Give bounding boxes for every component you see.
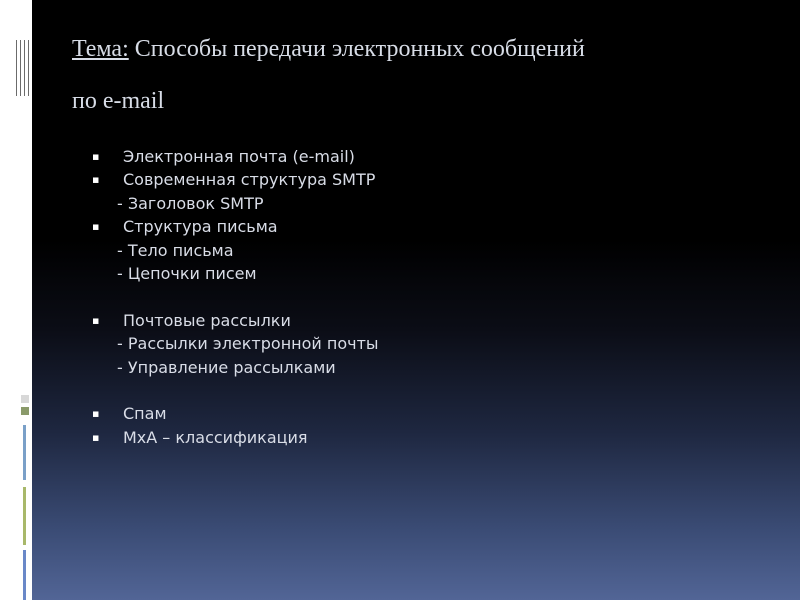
decorative-line (23, 550, 26, 600)
slide-title (72, 36, 585, 63)
bullet-icon: ▪ (92, 407, 100, 421)
list-item-text: Современная структура SMTP (123, 170, 376, 190)
bullet-icon: ▪ (92, 313, 100, 327)
slide-canvas (32, 0, 800, 600)
title-prefix: Тема: (72, 36, 129, 62)
list-item (94, 145, 379, 168)
list-item-text: MxA – классификация (123, 427, 308, 447)
title-text: Способы передачи электронных сообщений (128, 36, 585, 62)
list-spacer (94, 379, 379, 402)
list-item (94, 168, 379, 191)
bullet-icon: ▪ (92, 173, 100, 187)
list-item-text: Спам (123, 404, 167, 424)
slide-title-line2: по e-mail (72, 88, 165, 114)
list-item (94, 309, 379, 332)
list-subitem-text: - Управление рассылками (117, 357, 336, 377)
decorative-blocks-bottom (20, 395, 30, 600)
list-item (94, 402, 379, 425)
decorative-square (21, 407, 29, 415)
decorative-bars-top (0, 40, 32, 96)
decorative-bar (24, 40, 27, 96)
decorative-square (21, 395, 29, 403)
bullet-icon: ▪ (92, 220, 100, 234)
list-subitem (94, 192, 379, 215)
list-subitem (94, 332, 379, 355)
list-item-text: Почтовые рассылки (123, 310, 291, 330)
decorative-bar (16, 40, 19, 96)
list-item (94, 215, 379, 238)
list-item-text: Электронная почта (e-mail) (123, 147, 355, 166)
list-spacer (94, 285, 379, 308)
bullet-icon: ▪ (92, 150, 100, 163)
list-subitem (94, 262, 379, 285)
bullet-list (94, 145, 379, 449)
list-item-text: Структура письма (123, 217, 278, 237)
list-subitem (94, 239, 379, 262)
bullet-icon: ▪ (92, 430, 100, 444)
decorative-line (23, 425, 26, 480)
decorative-bar (20, 40, 23, 96)
list-subitem-text: - Цепочки писем (117, 263, 257, 283)
list-item (94, 426, 379, 449)
list-subitem-text: - Заголовок SMTP (117, 193, 264, 213)
decorative-line (23, 487, 26, 545)
list-subitem (94, 356, 379, 379)
list-subitem-text: - Рассылки электронной почты (117, 334, 379, 354)
list-subitem-text: - Тело письма (117, 240, 234, 260)
decorative-bar (28, 40, 31, 96)
